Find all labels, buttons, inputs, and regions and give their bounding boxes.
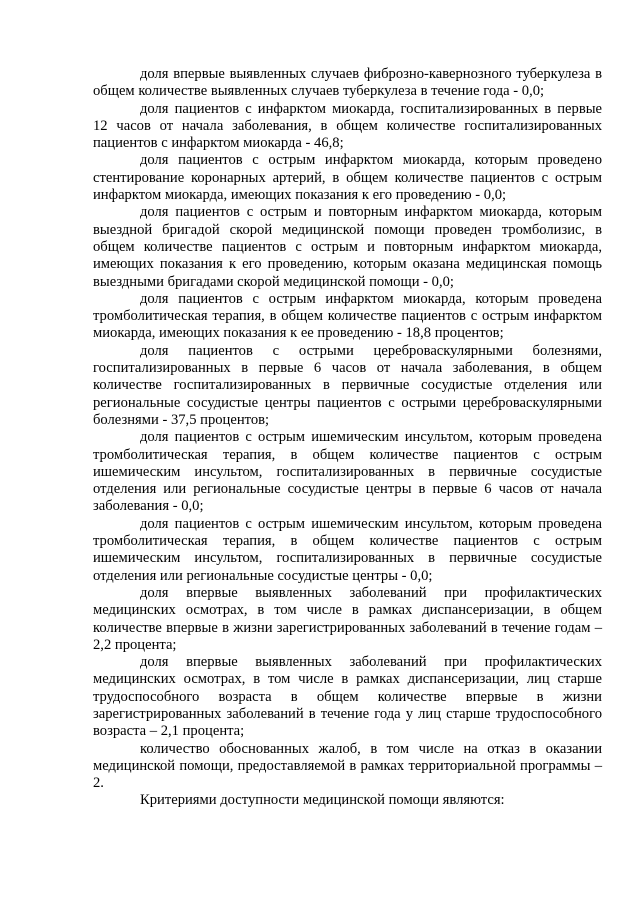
paragraph: доля пациентов с острыми цереброваскулярными болезнями, госпитализированных в первые 6 часов от начала заболевания, в общем количестве госпитализированных в первичные сосудистые отделения или региональные сосудистые центры пациентов с острыми цереброваскулярными болезнями - 37,5 процентов; [93, 342, 602, 428]
paragraph: количество обоснованных жалоб, в том числе на отказ в оказании медицинской помощи, предоставляемой в рамках территориальной программы – 2. [93, 740, 602, 792]
document-page [93, 66, 602, 810]
paragraph: доля пациентов с острым и повторным инфарктом миокарда, которым выездной бригадой скорой медицинской помощи проведен тромболизис, в общем количестве пациентов с острым и повторным инфарктом миокарда, имеющих показания к его проведению, которым оказана медицинская помощь выездными бригадами скорой медицинской помощи - 0,0; [93, 204, 602, 290]
paragraph: доля пациентов с острым ишемическим инсультом, которым проведена тромболитическая терапия, в общем количестве пациентов с острым ишемическим инсультом, госпитализированных в первичные сосудистые отделения или региональные сосудистые центры - 0,0; [93, 515, 602, 584]
paragraph: доля впервые выявленных заболеваний при профилактических медицинских осмотрах, в том числе в рамках диспансеризации, лиц старше трудоспособного возраста в общем количестве впервые в жизни зарегистрированных заболеваний в течение года у лиц старше трудоспособного возраста – 2,1 процента; [93, 654, 602, 740]
paragraph: доля пациентов с острым инфарктом миокарда, которым проведено стентирование коронарных артерий, в общем количестве пациентов с острым инфарктом миокарда, имеющих показания к его проведению - 0,0; [93, 152, 602, 204]
paragraph: доля впервые выявленных случаев фиброзно-кавернозного туберкулеза в общем количестве выявленных случаев туберкулеза в течение года - 0,0; [93, 66, 602, 100]
paragraph: доля пациентов с острым ишемическим инсультом, которым проведена тромболитическая терапия, в общем количестве пациентов с острым ишемическим инсультом, госпитализированных в первичные сосудистые отделения или региональные сосудистые центры в первые 6 часов от начала заболевания - 0,0; [93, 429, 602, 515]
paragraph: Критериями доступности медицинской помощи являются: [140, 792, 505, 809]
paragraph: доля впервые выявленных заболеваний при профилактических медицинских осмотрах, в том числе в рамках диспансеризации, в общем количестве впервые в жизни зарегистрированных заболеваний в течение годам – 2,2 процента; [93, 584, 602, 653]
paragraph: доля пациентов с инфарктом миокарда, госпитализированных в первые 12 часов от начала заболевания, в общем количестве госпитализированных пациентов с инфарктом миокарда - 46,8; [93, 100, 602, 152]
paragraph: доля пациентов с острым инфарктом миокарда, которым проведена тромболитическая терапия, в общем количестве пациентов с острым инфарктом миокарда, имеющих показания к ее проведению - 18,8 процентов; [93, 290, 602, 342]
